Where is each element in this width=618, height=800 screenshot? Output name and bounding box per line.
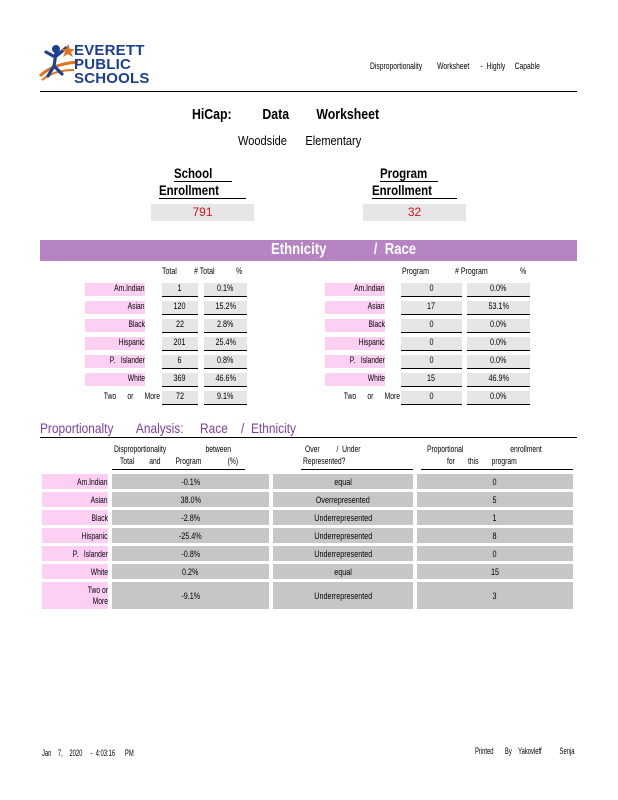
program-count-cell: 15: [401, 373, 462, 387]
program-pct-cell: 0.0%: [467, 319, 530, 333]
table-row-label: Am.Indian: [85, 283, 145, 296]
table-row-label: Black: [325, 319, 385, 332]
program-count-cell: 0: [401, 355, 462, 369]
analysis-row-label: Two or More: [42, 582, 108, 609]
proportional-enrollment-cell: 1: [417, 510, 573, 525]
program-pct-cell: 53.1%: [467, 301, 530, 315]
program-count-cell: 0: [401, 283, 462, 297]
col-header-program-pct: %: [520, 266, 527, 276]
col-header-num-total: # Total: [194, 266, 215, 276]
total-pct-cell: 9.1%: [204, 391, 247, 405]
divider: [372, 198, 457, 199]
total-count-cell: 1: [162, 283, 198, 297]
proportional-enrollment-cell: 3: [417, 582, 573, 609]
total-count-cell: 201: [162, 337, 198, 351]
school-enrollment-label-2: Enrollment: [159, 182, 219, 198]
total-count-cell: 22: [162, 319, 198, 333]
represented-cell: Underrepresented: [273, 528, 413, 543]
col-header-total-pct: %: [236, 266, 243, 276]
analysis-row-label: Am.Indian: [42, 474, 108, 489]
school-enrollment-value: 791: [151, 204, 254, 221]
disproportionality-cell: -25.4%: [112, 528, 269, 543]
program-pct-cell: 0.0%: [467, 355, 530, 369]
disproportionality-cell: -0.8%: [112, 546, 269, 561]
col-header-total: Total: [162, 266, 177, 276]
proportional-enrollment-cell: 0: [417, 474, 573, 489]
total-pct-cell: 2.8%: [204, 319, 247, 333]
page-title: HiCap: Data Worksheet: [192, 106, 380, 123]
table-row-label: White: [325, 373, 385, 386]
represented-cell: Underrepresented: [273, 546, 413, 561]
program-enrollment-label-2: Enrollment: [372, 182, 432, 198]
table-row-label: Asian: [85, 301, 145, 314]
school-name: Woodside Elementary: [238, 133, 362, 148]
table-row-label: Hispanic: [85, 337, 145, 350]
total-pct-cell: 15.2%: [204, 301, 247, 315]
divider: [301, 469, 413, 470]
table-row-label: Two or More: [103, 391, 161, 401]
col-header-represented-2: Represented?: [303, 456, 346, 466]
analysis-row-label: P. Islander: [42, 546, 108, 561]
program-pct-cell: 0.0%: [467, 337, 530, 351]
col-header-disproportionality-1: Disproportionality between: [114, 444, 232, 454]
disproportionality-cell: -2.8%: [112, 510, 269, 525]
ethnicity-race-bar: [40, 240, 577, 261]
logo-text-everett: EVERETT: [74, 42, 145, 59]
col-header-program: Program: [402, 266, 429, 276]
col-header-represented-1: Over / Under: [305, 444, 361, 454]
represented-cell: Underrepresented: [273, 582, 413, 609]
analysis-row-label: Black: [42, 510, 108, 525]
col-header-proportional-2: for this program: [447, 456, 517, 466]
represented-cell: Underrepresented: [273, 510, 413, 525]
divider: [159, 198, 246, 199]
analysis-row-label: Hispanic: [42, 528, 108, 543]
proportional-enrollment-cell: 8: [417, 528, 573, 543]
table-row-label: White: [85, 373, 145, 386]
total-count-cell: 72: [162, 391, 198, 405]
program-pct-cell: 0.0%: [467, 283, 530, 297]
printed-by: Printed By Yakovleff Senja: [475, 746, 575, 756]
logo-text-schools: SCHOOLS: [74, 70, 150, 87]
program-count-cell: 0: [401, 337, 462, 351]
divider: [112, 469, 245, 470]
analysis-divider: [40, 437, 577, 438]
header-divider: [40, 91, 577, 92]
disproportionality-cell: 0.2%: [112, 564, 269, 579]
total-count-cell: 6: [162, 355, 198, 369]
total-pct-cell: 0.8%: [204, 355, 247, 369]
disproportionality-cell: 38.0%: [112, 492, 269, 507]
total-count-cell: 369: [162, 373, 198, 387]
program-count-cell: 0: [401, 391, 462, 405]
represented-cell: equal: [273, 474, 413, 489]
col-header-disproportionality-2: Total and Program (%): [120, 456, 239, 466]
analysis-row-label: White: [42, 564, 108, 579]
total-pct-cell: 46.6%: [204, 373, 247, 387]
program-count-cell: 17: [401, 301, 462, 315]
proportional-enrollment-cell: 0: [417, 546, 573, 561]
table-row-label: Two or More: [343, 391, 401, 401]
table-row-label: P. Islander: [85, 355, 145, 368]
ethnicity-race-title: Ethnicity / Race: [271, 241, 417, 258]
table-row-label: Black: [85, 319, 145, 332]
analysis-row-label: Asian: [42, 492, 108, 507]
table-row-label: Am.Indian: [325, 283, 385, 296]
print-date: Jan 7, 2020 - 4:03:16 PM: [42, 748, 134, 758]
program-enrollment-label-1: Program: [380, 165, 428, 181]
proportional-enrollment-cell: 5: [417, 492, 573, 507]
disproportionality-cell: -9.1%: [112, 582, 269, 609]
program-pct-cell: 46.9%: [467, 373, 530, 387]
program-count-cell: 0: [401, 319, 462, 333]
table-row-label: P. Islander: [325, 355, 385, 368]
table-row-label: Hispanic: [325, 337, 385, 350]
school-enrollment-label-1: School: [174, 165, 213, 181]
disproportionality-cell: -0.1%: [112, 474, 269, 489]
total-count-cell: 120: [162, 301, 198, 315]
logo-text-public: PUBLIC: [74, 56, 132, 73]
table-row-label: Asian: [325, 301, 385, 314]
total-pct-cell: 25.4%: [204, 337, 247, 351]
col-header-proportional-1: Proportional enrollment: [427, 444, 542, 454]
district-logo: [38, 42, 158, 90]
program-enrollment-value: 32: [363, 204, 466, 221]
total-pct-cell: 0.1%: [204, 283, 247, 297]
divider: [421, 469, 573, 470]
represented-cell: equal: [273, 564, 413, 579]
col-header-num-program: # Program: [455, 266, 488, 276]
proportional-enrollment-cell: 15: [417, 564, 573, 579]
represented-cell: Overrepresented: [273, 492, 413, 507]
analysis-title: Proportionalty Analysis: Race / Ethnicity: [40, 420, 296, 436]
program-pct-cell: 0.0%: [467, 391, 530, 405]
document-title: Disproportionality Worksheet - Highly Capable: [370, 61, 540, 71]
